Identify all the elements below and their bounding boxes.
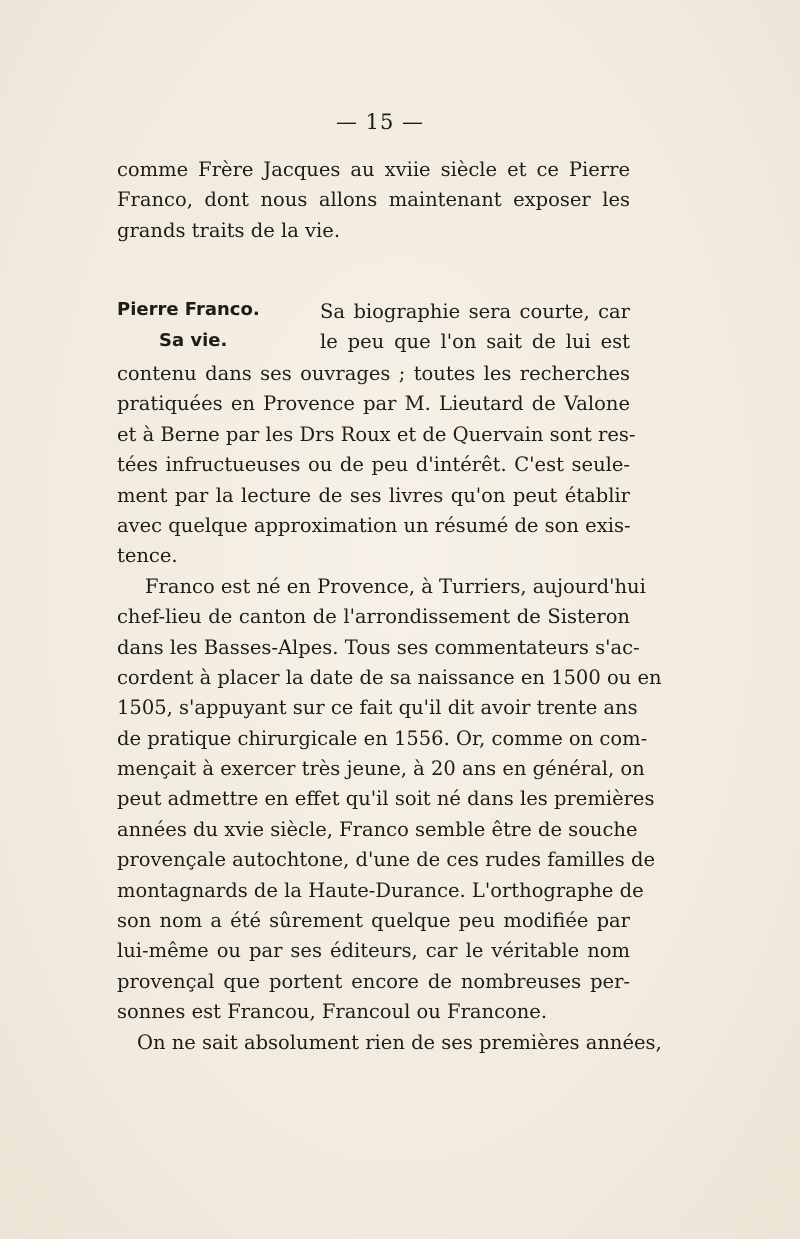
margin-heading-subtitle: Sa vie. (159, 330, 228, 351)
text-line: cordent à placer la date de sa naissance en 1500 ou en (117, 665, 662, 689)
text-line: tence. (117, 544, 178, 568)
text-line: le peu que l'on sait de lui est (320, 330, 630, 354)
text-line: Sa biographie sera courte, car (320, 300, 630, 323)
text-line: provençale autochtone, d'une de ces rudes familles de (117, 848, 656, 872)
text-line: de pratique chirurgicale en 1556. Or, comme on com- (117, 726, 648, 750)
text-line: Franco est né en Provence, à Turriers, aujourd'hui (145, 574, 646, 598)
text-line: tées infructueuses ou de peu d'intérêt. C'est seule- (117, 453, 630, 477)
text-line: ment par la lecture de ses livres qu'on peut établir (117, 483, 630, 507)
text-line: et à Berne par les Drs Roux et de Quervain sont res- (117, 422, 636, 446)
text-line: lui-même ou par ses éditeurs, car le véritable nom (117, 939, 630, 963)
side-text (320, 297, 630, 358)
text-line: sonnes est Francou, Francoul ou Francone. (117, 1000, 548, 1024)
intro-paragraph (117, 155, 630, 246)
text-line: On ne sait absolument rien de ses premières années, (137, 1030, 662, 1054)
text-line: pratiquées en Provence par M. Lieutard de Valone (117, 392, 630, 416)
text-line: provençal que portent encore de nombreuses per- (117, 969, 630, 993)
body-text (117, 359, 662, 1058)
text-line: contenu dans ses ouvrages ; toutes les recherches (117, 362, 630, 385)
page-number: — 15 — (335, 110, 425, 134)
text-line: peut admettre en effet qu'il soit né dans les premières (117, 787, 655, 811)
text-line: son nom a été sûrement quelque peu modifiée par (117, 909, 630, 933)
text-line: mençait à exercer très jeune, à 20 ans en général, on (117, 757, 645, 781)
text-line: dans les Basses-Alpes. Tous ses commentateurs s'ac- (117, 635, 640, 659)
text-line: comme Frère Jacques au xviie siècle et ce Pierre (117, 158, 630, 181)
text-line: 1505, s'appuyant sur ce fait qu'il dit avoir trente ans (117, 696, 638, 720)
text-line: montagnards de la Haute-Durance. L'orthographe de (117, 878, 644, 902)
margin-heading-title: Pierre Franco. (117, 299, 260, 320)
margin-heading (117, 294, 260, 356)
text-line: avec quelque approximation un résumé de son exis- (117, 513, 631, 537)
text-line: Franco, dont nous allons maintenant exposer les (117, 188, 630, 212)
text-line: grands traits de la vie. (117, 218, 341, 242)
text-line: chef-lieu de canton de l'arrondissement de Sisteron (117, 605, 630, 629)
text-line: années du xvie siècle, Franco semble être de souche (117, 817, 638, 841)
